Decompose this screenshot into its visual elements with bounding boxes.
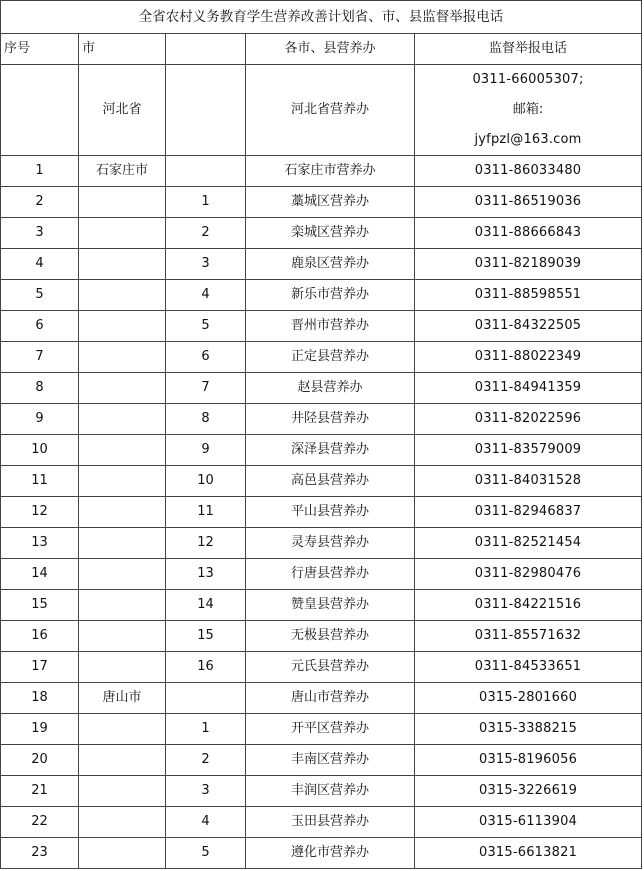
row-office: 平山县营养办	[246, 497, 415, 528]
row-city	[79, 838, 166, 869]
row-office: 高邑县营养办	[246, 466, 415, 497]
row-phone: 0311-86033480	[415, 156, 642, 187]
row-phone: 0311-84941359	[415, 373, 642, 404]
row-city	[79, 187, 166, 218]
row-city	[79, 497, 166, 528]
row-phone: 0311-82022596	[415, 404, 642, 435]
row-seq: 22	[1, 807, 79, 838]
row-seq: 12	[1, 497, 79, 528]
row-phone: 0311-88022349	[415, 342, 642, 373]
table-row	[1, 466, 642, 497]
row-office: 井陉县营养办	[246, 404, 415, 435]
table-row	[1, 683, 642, 714]
row-county-no: 1	[166, 187, 246, 218]
row-office: 无极县营养办	[246, 621, 415, 652]
province-phone-number: 0311-66005307;	[472, 72, 584, 87]
province-email-label: 邮箱:	[512, 102, 544, 117]
row-city	[79, 714, 166, 745]
row-county-no: 16	[166, 652, 246, 683]
row-phone: 0315-8196056	[415, 745, 642, 776]
province-email-address: jyfpzl@163.com	[474, 132, 582, 147]
table-row	[1, 280, 642, 311]
province-phone	[415, 65, 642, 156]
row-phone: 0311-84533651	[415, 652, 642, 683]
table-row	[1, 621, 642, 652]
row-phone: 0311-85571632	[415, 621, 642, 652]
table-row	[1, 218, 642, 249]
row-city	[79, 435, 166, 466]
table-header-row	[1, 34, 642, 65]
row-phone: 0315-3388215	[415, 714, 642, 745]
row-phone: 0311-82521454	[415, 528, 642, 559]
row-county-no: 9	[166, 435, 246, 466]
table-row	[1, 559, 642, 590]
row-phone: 0311-84322505	[415, 311, 642, 342]
row-phone: 0311-84221516	[415, 590, 642, 621]
row-county-no: 6	[166, 342, 246, 373]
row-city	[79, 373, 166, 404]
row-county-no: 2	[166, 745, 246, 776]
row-office: 晋州市营养办	[246, 311, 415, 342]
province-seq	[1, 65, 79, 156]
row-county-no: 7	[166, 373, 246, 404]
row-county-no: 2	[166, 218, 246, 249]
table-row	[1, 373, 642, 404]
row-seq: 9	[1, 404, 79, 435]
row-county-no: 5	[166, 311, 246, 342]
row-seq: 4	[1, 249, 79, 280]
row-seq: 21	[1, 776, 79, 807]
row-county-no: 13	[166, 559, 246, 590]
row-city	[79, 559, 166, 590]
row-seq: 2	[1, 187, 79, 218]
row-office: 深泽县营养办	[246, 435, 415, 466]
table-row	[1, 404, 642, 435]
row-phone: 0311-82946837	[415, 497, 642, 528]
row-phone: 0311-83579009	[415, 435, 642, 466]
table-title-row	[1, 1, 642, 34]
row-phone: 0311-82980476	[415, 559, 642, 590]
row-office: 元氏县营养办	[246, 652, 415, 683]
province-name: 河北省	[79, 65, 166, 156]
header-city: 市	[79, 34, 166, 65]
row-phone: 0315-2801660	[415, 683, 642, 714]
row-county-no: 12	[166, 528, 246, 559]
row-seq: 17	[1, 652, 79, 683]
row-county-no: 15	[166, 621, 246, 652]
row-phone: 0311-84031528	[415, 466, 642, 497]
row-office: 鹿泉区营养办	[246, 249, 415, 280]
row-office: 开平区营养办	[246, 714, 415, 745]
row-county-no: 4	[166, 807, 246, 838]
table-row	[1, 590, 642, 621]
row-office: 玉田县营养办	[246, 807, 415, 838]
row-phone: 0311-88666843	[415, 218, 642, 249]
row-phone: 0311-88598551	[415, 280, 642, 311]
row-phone: 0311-86519036	[415, 187, 642, 218]
row-phone: 0315-6613821	[415, 838, 642, 869]
row-seq: 6	[1, 311, 79, 342]
table-row	[1, 435, 642, 466]
table-row	[1, 776, 642, 807]
header-phone: 监督举报电话	[415, 34, 642, 65]
row-city	[79, 249, 166, 280]
row-county-no	[166, 683, 246, 714]
row-city	[79, 590, 166, 621]
table-row	[1, 652, 642, 683]
row-office: 唐山市营养办	[246, 683, 415, 714]
row-city	[79, 280, 166, 311]
row-office: 灵寿县营养办	[246, 528, 415, 559]
header-county-no	[166, 34, 246, 65]
table-row	[1, 838, 642, 869]
row-phone: 0315-3226619	[415, 776, 642, 807]
table-row	[1, 156, 642, 187]
table-row	[1, 528, 642, 559]
row-county-no: 4	[166, 280, 246, 311]
row-city	[79, 466, 166, 497]
row-seq: 7	[1, 342, 79, 373]
header-seq: 序号	[1, 34, 79, 65]
province-county-no	[166, 65, 246, 156]
row-city	[79, 404, 166, 435]
table-row	[1, 807, 642, 838]
row-seq: 5	[1, 280, 79, 311]
row-seq: 20	[1, 745, 79, 776]
row-office: 栾城区营养办	[246, 218, 415, 249]
row-city	[79, 342, 166, 373]
row-city	[79, 218, 166, 249]
row-city	[79, 528, 166, 559]
row-phone: 0315-6113904	[415, 807, 642, 838]
table-row	[1, 714, 642, 745]
row-seq: 8	[1, 373, 79, 404]
table-row	[1, 745, 642, 776]
province-office: 河北省营养办	[246, 65, 415, 156]
row-city	[79, 776, 166, 807]
row-county-no: 5	[166, 838, 246, 869]
header-office: 各市、县营养办	[246, 34, 415, 65]
table-row	[1, 497, 642, 528]
row-office: 新乐市营养办	[246, 280, 415, 311]
table-row	[1, 187, 642, 218]
row-office: 赞皇县营养办	[246, 590, 415, 621]
row-office: 行唐县营养办	[246, 559, 415, 590]
row-seq: 19	[1, 714, 79, 745]
row-county-no: 10	[166, 466, 246, 497]
row-county-no: 3	[166, 249, 246, 280]
row-seq: 10	[1, 435, 79, 466]
row-county-no: 8	[166, 404, 246, 435]
row-office: 遵化市营养办	[246, 838, 415, 869]
row-office: 藁城区营养办	[246, 187, 415, 218]
row-office: 赵县营养办	[246, 373, 415, 404]
row-office: 石家庄市营养办	[246, 156, 415, 187]
row-office: 正定县营养办	[246, 342, 415, 373]
row-seq: 16	[1, 621, 79, 652]
row-city	[79, 807, 166, 838]
row-seq: 23	[1, 838, 79, 869]
row-city: 唐山市	[79, 683, 166, 714]
row-county-no: 1	[166, 714, 246, 745]
row-county-no: 3	[166, 776, 246, 807]
table-title: 全省农村义务教育学生营养改善计划省、市、县监督举报电话	[1, 1, 642, 34]
row-city	[79, 652, 166, 683]
row-city	[79, 621, 166, 652]
row-county-no: 14	[166, 590, 246, 621]
table-row	[1, 249, 642, 280]
province-row	[1, 65, 642, 156]
table-row	[1, 342, 642, 373]
row-office: 丰润区营养办	[246, 776, 415, 807]
row-seq: 14	[1, 559, 79, 590]
row-city	[79, 745, 166, 776]
row-seq: 15	[1, 590, 79, 621]
row-seq: 13	[1, 528, 79, 559]
row-county-no	[166, 156, 246, 187]
row-city: 石家庄市	[79, 156, 166, 187]
row-county-no: 11	[166, 497, 246, 528]
row-phone: 0311-82189039	[415, 249, 642, 280]
row-seq: 3	[1, 218, 79, 249]
row-office: 丰南区营养办	[246, 745, 415, 776]
row-seq: 1	[1, 156, 79, 187]
table-row	[1, 311, 642, 342]
row-seq: 11	[1, 466, 79, 497]
row-city	[79, 311, 166, 342]
row-seq: 18	[1, 683, 79, 714]
